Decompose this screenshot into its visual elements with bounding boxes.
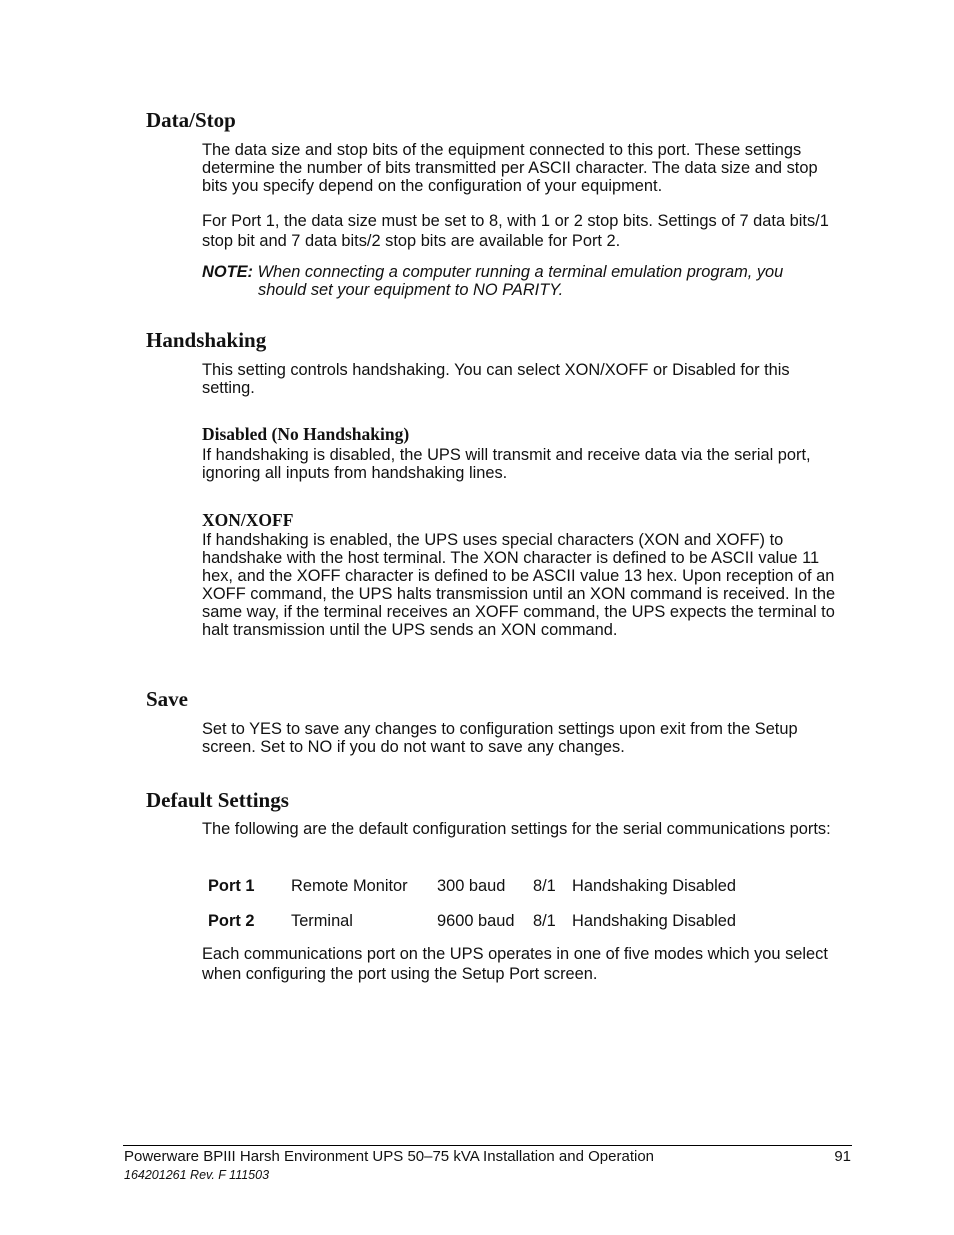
- settings-row-port-2: [202, 912, 822, 930]
- subheading-disabled: Disabled (No Handshaking): [202, 424, 410, 444]
- footer-doc-number: 164201261 Rev. F 111503: [124, 1168, 270, 1182]
- port-bits: 8/1: [533, 877, 556, 895]
- port-handshake: Handshaking Disabled: [572, 912, 737, 930]
- heading-data-stop: Data/Stop: [146, 108, 236, 132]
- settings-row-port-1: [202, 877, 822, 895]
- heading-handshaking: Handshaking: [146, 328, 267, 352]
- disabled-paragraph: If handshaking is disabled, the UPS will transmit and receive data via the serial port, ignoring all inputs from handshaking lines.: [202, 446, 811, 482]
- port-label: Port 2: [208, 912, 255, 930]
- port-label: Port 1: [208, 877, 255, 895]
- subheading-xon-xoff: XON/XOFF: [202, 510, 294, 530]
- default-settings-paragraph: The following are the default configuration settings for the serial communications ports:: [202, 820, 831, 838]
- heading-save: Save: [146, 687, 188, 711]
- footer-divider: [123, 1145, 852, 1146]
- footer-title: Powerware BPIII Harsh Environment UPS 50–75 kVA Installation and Operation: [124, 1148, 655, 1165]
- port-mode: Terminal: [291, 912, 353, 930]
- modes-paragraph: Each communications port on the UPS operates in one of five modes which you select when configuring the port using the Setup Port screen.: [202, 945, 828, 983]
- data-stop-paragraph-1: The data size and stop bits of the equipment connected to this port. These settings determine the number of bits transmitted per ASCII character. The data size and stop bits you specify depend on the configuration of your equipment.: [202, 141, 818, 195]
- xon-xoff-paragraph: If handshaking is enabled, the UPS uses special characters (XON and XOFF) to handshake with the host terminal. The XON character is defined to be ASCII value 11 hex, and the XOFF character is defined to be ASCII value 13 hex. Upon reception of an XOFF command, the UPS halts transmission until an XON command is received. In the same way, if the terminal receives an XOFF command, the UPS expects the terminal to halt transmission until the UPS sends an XON command.: [202, 531, 836, 639]
- handshaking-paragraph: This setting controls handshaking. You can select XON/XOFF or Disabled for this setting.: [202, 361, 790, 397]
- note-label: NOTE:: [202, 263, 253, 281]
- page-number: 91: [834, 1148, 851, 1165]
- note-block: [202, 264, 842, 299]
- port-baud: 300 baud: [437, 877, 506, 895]
- port-handshake: Handshaking Disabled: [572, 877, 737, 895]
- port-baud: 9600 baud: [437, 912, 515, 930]
- save-paragraph: Set to YES to save any changes to configuration settings upon exit from the Setup screen. Set to NO if you do not want to save any changes.: [202, 720, 798, 756]
- note-text-line-1: When connecting a computer running a terminal emulation program, you: [257, 263, 784, 281]
- heading-default-settings: Default Settings: [146, 788, 289, 812]
- note-text-line-2: should set your equipment to NO PARITY.: [258, 280, 564, 299]
- port-mode: Remote Monitor: [291, 877, 408, 895]
- port-bits: 8/1: [533, 912, 556, 930]
- data-stop-paragraph-2: For Port 1, the data size must be set to 8, with 1 or 2 stop bits. Settings of 7 data bits/1 stop bit and 7 data bits/2 stop bits are available for Port 2.: [202, 212, 829, 250]
